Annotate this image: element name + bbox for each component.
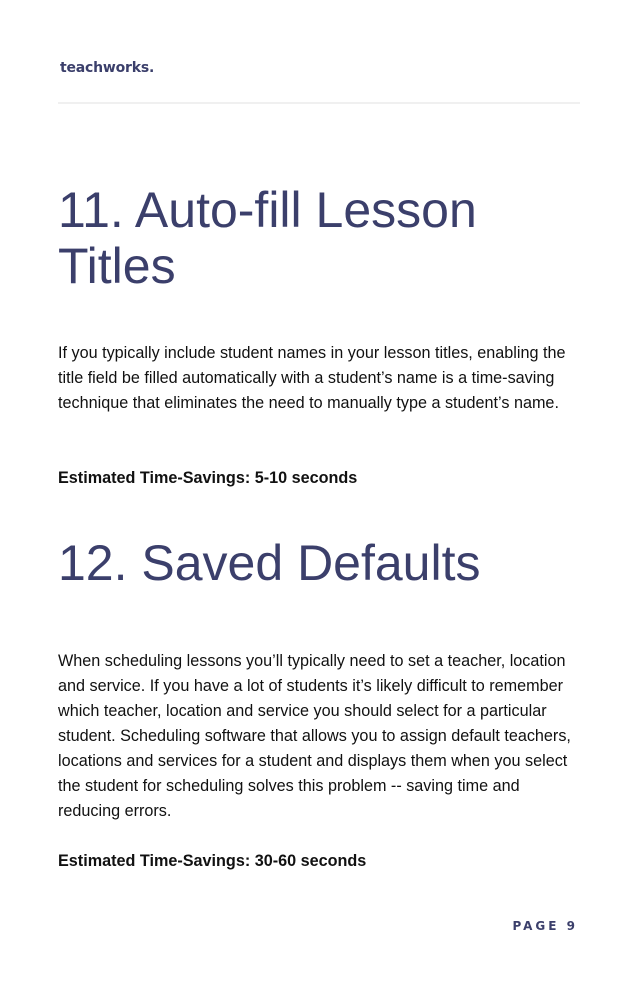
section-body-auto-fill-lesson-titles: If you typically include student names in your lesson titles, enabling the title field be filled automatically with a student’s name is a time-saving technique that eliminates the need to manually type a student’s name.	[58, 344, 566, 412]
section-title-auto-fill-lesson-titles: 11. Auto-fill Lesson Titles	[58, 182, 477, 294]
header-divider	[58, 102, 580, 104]
section-title-saved-defaults: 12. Saved Defaults	[58, 535, 481, 591]
section-body-saved-defaults: When scheduling lessons you’ll typically need to set a teacher, location and service. If you have a lot of students it’s likely difficult to remember which teacher, location and service you should select for a particular student. Scheduling software that allows you to assign default teachers, locations and services for a student and displays them when you select the student for scheduling solves this problem -- saving time and reducing errors.	[58, 652, 571, 820]
page-number: PAGE 9	[512, 919, 578, 933]
estimated-time-savings-auto-fill: Estimated Time-Savings: 5-10 seconds	[58, 469, 358, 487]
teachworks-logo: teachworks.	[60, 60, 155, 76]
estimated-time-savings-saved-defaults: Estimated Time-Savings: 30-60 seconds	[58, 852, 367, 870]
